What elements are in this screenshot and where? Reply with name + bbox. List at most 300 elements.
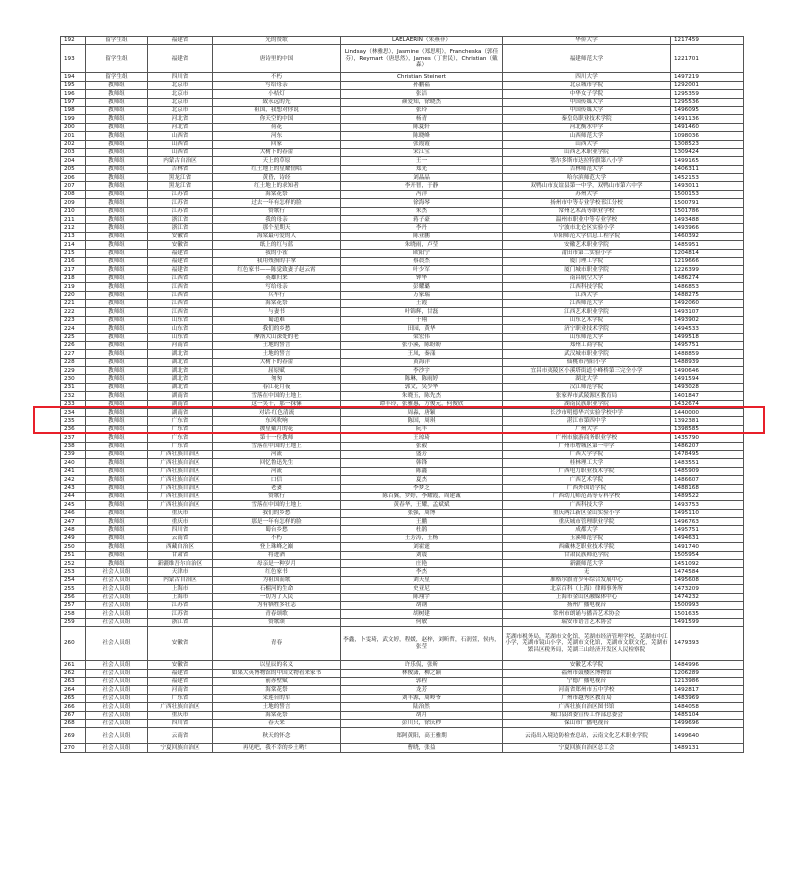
table-row [61,383,744,391]
cell-title: 摩洛大山深处的老 [213,333,341,341]
cell-code: 1486207 [671,442,744,450]
cell-organization: 宁波市北仑区实验小学 [503,224,671,232]
cell-number: 225 [61,333,86,341]
cell-organization: 山西师范大学 [503,132,671,140]
cell-region: 安徽省 [148,241,213,249]
cell-author: 陈琳，陈雨婷 [341,375,503,383]
cell-group: 教师组 [86,106,148,114]
cell-code: 1485104 [671,711,744,719]
cell-author: 曹晓，张益 [341,744,503,752]
cell-organization: 江西科技学院 [503,283,671,291]
cell-group: 社会人员组 [86,719,148,727]
cell-region: 云南省 [148,728,213,744]
cell-group: 教师组 [86,367,148,375]
cell-number: 210 [61,207,86,215]
table-row [61,90,744,98]
cell-region: 福建省 [148,266,213,274]
cell-author: 张毅 [341,442,503,450]
cell-number: 197 [61,98,86,106]
table-row [61,501,744,509]
cell-title: 英雄归来 [213,274,341,282]
cell-code: 1440000 [671,409,744,417]
cell-title: 青春 [213,627,341,661]
cell-title: 春江花月夜 [213,383,341,391]
cell-code: 1492817 [671,686,744,694]
cell-code: 1500153 [671,190,744,198]
table-row [61,165,744,173]
table-row [61,568,744,576]
cell-number: 243 [61,484,86,492]
cell-group: 教师组 [86,232,148,240]
cell-organization: 南昌航空大学 [503,274,671,282]
table-row [61,358,744,366]
cell-number: 209 [61,199,86,207]
table-row [61,602,744,610]
cell-author: 叶少军 [341,266,503,274]
cell-region: 广西壮族自治区 [148,484,213,492]
cell-number: 240 [61,459,86,467]
cell-group: 教师组 [86,182,148,190]
cell-number: 230 [61,375,86,383]
cell-group: 教师组 [86,199,148,207]
cell-group: 留学生组 [86,45,148,73]
cell-code: 1501786 [671,207,744,215]
cell-number: 206 [61,174,86,182]
cell-region: 北京市 [148,98,213,106]
cell-title: 黄昏，诗经 [213,174,341,182]
cell-number: 255 [61,585,86,593]
cell-code: 1474232 [671,593,744,601]
cell-number: 254 [61,576,86,584]
cell-code: 1488275 [671,291,744,299]
cell-group: 教师组 [86,526,148,534]
cell-group: 教师组 [86,392,148,400]
cell-author: 谭丰玲，张雅惠，方俊元，何俊欣 [341,400,503,408]
cell-group: 教师组 [86,140,148,148]
cell-organization: 长沙市明德华兴实验学校中学 [503,409,671,417]
cell-region: 广东省 [148,442,213,450]
cell-group: 社会人员组 [86,744,148,752]
cell-title: 红色家书 [213,568,341,576]
table-row [61,425,744,433]
cell-organization: 江西艺术职业学院 [503,308,671,316]
cell-region: 北京市 [148,90,213,98]
cell-organization: 中国传媒大学 [503,98,671,106]
cell-author: 郑光 [341,165,503,173]
cell-author: 陈夏轩 [341,123,503,131]
cell-organization: 广西壮族自治区图书馆 [503,703,671,711]
cell-organization: 广西科技大学 [503,501,671,509]
cell-number: 264 [61,686,86,694]
cell-code: 1206289 [671,669,744,677]
cell-number: 212 [61,224,86,232]
cell-region: 福建省 [148,669,213,677]
cell-group: 教师组 [86,90,148,98]
table-row [61,677,744,685]
cell-region: 天津市 [148,568,213,576]
cell-group: 社会人员组 [86,627,148,661]
cell-title: 这一笑千，那一抹愫 [213,400,341,408]
cell-number: 207 [61,182,86,190]
cell-author: 胡月 [341,711,503,719]
cell-region: 湖北省 [148,375,213,383]
cell-title: 蜀道难 [213,316,341,324]
cell-group: 教师组 [86,350,148,358]
cell-group: 教师组 [86,224,148,232]
cell-organization: 芜湖市税务局，芜湖市文化馆，芜湖市经济管理学校，芜湖市中江小学，芜湖市镜山小学，芜湖市文化馆，芜湖市文联文化，芜湖市繁昌区税务局，芜湖三山经济开发区人民检察院 [503,627,671,661]
table-row [61,283,744,291]
cell-number: 223 [61,316,86,324]
table-row [61,216,744,224]
table-row [61,266,744,274]
cell-organization: 哈尔滨师范大学 [503,174,671,182]
cell-author: 冯洋 [341,190,503,198]
cell-group: 教师组 [86,132,148,140]
cell-code: 1489522 [671,492,744,500]
cell-organization: 河南省郑州市五中学校 [503,686,671,694]
cell-group: 教师组 [86,207,148,215]
cell-organization: 宁德广播电视台 [503,677,671,685]
cell-title: 海棠花祭 [213,686,341,694]
cell-title: 青春颂歌 [213,610,341,618]
cell-region: 北京市 [148,106,213,114]
cell-group: 教师组 [86,492,148,500]
cell-author: 李开智，于静 [341,182,503,190]
cell-number: 269 [61,728,86,744]
table-row [61,627,744,661]
cell-region: 河南省 [148,686,213,694]
cell-organization: 河北衡水中学 [503,123,671,131]
table-row [61,560,744,568]
cell-title: 海棠花祭 [213,299,341,307]
cell-title: 那是一年有怎样的脸 [213,518,341,526]
cell-author: 夏杰 [341,476,503,484]
cell-group: 留学生组 [86,73,148,81]
table-row [61,392,744,400]
cell-group: 社会人员组 [86,610,148,618]
cell-title: 雪落在中国的土地上 [213,501,341,509]
cell-organization: 福州市鼓楼区博物馆 [503,669,671,677]
cell-group: 社会人员组 [86,677,148,685]
cell-number: 195 [61,81,86,89]
cell-region: 广西壮族自治区 [148,703,213,711]
table-row [61,459,744,467]
cell-region: 广西壮族自治区 [148,459,213,467]
cell-organization: 郑州工商学院 [503,341,671,349]
cell-group: 教师组 [86,417,148,425]
cell-region: 福建省 [148,677,213,685]
cell-code: 1489131 [671,744,744,752]
cell-group: 社会人员组 [86,686,148,694]
cell-title: 如果大英博物馆的中国文物看来家书 [213,669,341,677]
cell-code: 1491599 [671,618,744,626]
table-row [61,518,744,526]
cell-title: 不朽 [213,73,341,81]
table-row [61,224,744,232]
cell-author: 许乐侃，张昕 [341,661,503,669]
cell-organization: 苏州大学 [503,190,671,198]
cell-author: 万家瑞 [341,291,503,299]
cell-organization: 中国传媒大学 [503,106,671,114]
cell-code: 1500791 [671,199,744,207]
cell-number: 256 [61,593,86,601]
cell-code: 1213986 [671,677,744,685]
table-row [61,81,744,89]
cell-title: 为祖国而歌 [213,576,341,584]
cell-author: 黄春华，王耀，孟斌斌 [341,501,503,509]
cell-title: 对话·红色清流 [213,409,341,417]
cell-code: 1488939 [671,358,744,366]
cell-title: 蜀台乡愁 [213,526,341,534]
cell-organization: 秦皇岛职业技术学院 [503,115,671,123]
cell-title: 致永远的光 [213,98,341,106]
cell-number: 198 [61,106,86,114]
cell-title: 天上的草原 [213,157,341,165]
table-row [61,207,744,215]
cell-author: 王琼琦 [341,434,503,442]
cell-author: 刘霍霆 [341,543,503,551]
cell-region: 江苏省 [148,199,213,207]
cell-author: 韩锋 [341,459,503,467]
cell-number: 258 [61,610,86,618]
cell-number: 208 [61,190,86,198]
cell-organization: 莆田市第二实验小学 [503,249,671,257]
cell-author: 陈晓峰 [341,132,503,140]
cell-organization: 无 [503,568,671,576]
cell-author: 李梦芝 [341,484,503,492]
cell-title: 春天来 [213,719,341,727]
cell-region: 山东省 [148,316,213,324]
cell-number: 245 [61,501,86,509]
cell-number: 244 [61,492,86,500]
cell-title: 一切为了人民 [213,593,341,601]
cell-author: 胡钢 [341,602,503,610]
cell-title: 海棠花祭 [213,711,341,719]
cell-group: 教师组 [86,551,148,559]
table-row [61,400,744,408]
table-row [61,711,744,719]
cell-region: 江苏省 [148,207,213,215]
cell-number: 239 [61,450,86,458]
cell-title: 东风吹响 [213,417,341,425]
cell-group: 社会人员组 [86,618,148,626]
table-row [61,37,744,45]
cell-code: 1485951 [671,241,744,249]
table-row [61,543,744,551]
cell-author: 李丹 [341,224,503,232]
table-row [61,694,744,702]
cell-group: 教师组 [86,333,148,341]
cell-author: 胡树建 [341,610,503,618]
cell-code: 1493011 [671,182,744,190]
cell-author: 张霞霞 [341,140,503,148]
cell-code: 1219666 [671,257,744,265]
cell-group: 教师组 [86,98,148,106]
table-row [61,174,744,182]
cell-author: LAELAERIN（朱燕菲） [341,37,503,45]
cell-author: 徐海琴 [341,199,503,207]
cell-organization: 云南出入境边防检查总站，云南文化艺术职业学院 [503,728,671,744]
cell-number: 203 [61,148,86,156]
cell-title: 纸上的红与蓝 [213,241,341,249]
cell-region: 湖南省 [148,400,213,408]
cell-number: 237 [61,434,86,442]
cell-author: 朱杰 [341,207,503,215]
cell-title: 与妻书 [213,308,341,316]
cell-region: 浙江省 [148,224,213,232]
cell-code: 1501635 [671,610,744,618]
cell-title: 为有牺牲多壮志 [213,602,341,610]
cell-number: 262 [61,669,86,677]
cell-group: 社会人员组 [86,593,148,601]
cell-organization: 常州艺术高等职业学校 [503,207,671,215]
cell-organization: 保山市广播电视台 [503,719,671,727]
cell-author: 梁宏伟 [341,333,503,341]
cell-group: 教师组 [86,157,148,165]
table-row [61,585,744,593]
cell-group: 教师组 [86,81,148,89]
cell-author: 黄海洋 [341,358,503,366]
cell-author: 李沙宇 [341,367,503,375]
cell-organization: 济宁职业技术学院 [503,325,671,333]
cell-title: 秋天的怀念 [213,728,341,744]
cell-title: 赞歌颂 [213,618,341,626]
cell-author: 陈翔宇 [341,593,503,601]
cell-author: 彭耀璐 [341,283,503,291]
cell-code: 1495751 [671,341,744,349]
cell-number: 242 [61,476,86,484]
cell-author: 史亚尼 [341,585,503,593]
cell-region: 山东省 [148,325,213,333]
cell-code: 1484996 [671,661,744,669]
cell-number: 204 [61,157,86,165]
cell-title: 我的母亲 [213,216,341,224]
cell-author: 郭程 [341,677,503,685]
cell-author: 朱晓雨，卢莹 [341,241,503,249]
cell-author: 郑阿黄阳，高王雅期 [341,728,503,744]
cell-region: 江苏省 [148,190,213,198]
cell-author: Christian Steinert [341,73,503,81]
cell-organization: 准格尔旗青少年综合发展中心 [503,576,671,584]
cell-code: 1493902 [671,316,744,324]
cell-region: 北京市 [148,81,213,89]
table-row [61,299,744,307]
cell-group: 教师组 [86,425,148,433]
table-row [61,341,744,349]
cell-code: 1295359 [671,90,744,98]
table-row [61,409,744,417]
cell-region: 宁夏回族自治区 [148,744,213,752]
table-row [61,291,744,299]
cell-region: 山西省 [148,140,213,148]
cell-number: 260 [61,627,86,661]
cell-group: 教师组 [86,543,148,551]
cell-region: 四川省 [148,719,213,727]
cell-number: 253 [61,568,86,576]
cell-organization: 四川大学 [503,73,671,81]
table-row [61,484,744,492]
cell-code: 1495608 [671,576,744,584]
cell-organization: 厦门城市职业学院 [503,266,671,274]
cell-title: 海棠花祭 [213,190,341,198]
cell-code: 1451092 [671,560,744,568]
cell-group: 教师组 [86,509,148,517]
cell-code: 1221701 [671,45,744,73]
cell-title: 登上珠峰之巅 [213,543,341,551]
cell-code: 1479393 [671,627,744,661]
cell-group: 教师组 [86,534,148,542]
cell-author: 张洁 [341,90,503,98]
results-table [60,36,744,753]
table-row [61,132,744,140]
cell-organization: 甘肃民族师范学院 [503,551,671,559]
cell-code: 1204814 [671,249,744,257]
cell-region: 浙江省 [148,618,213,626]
cell-organization: 扬州市中等专业学校邗江分校 [503,199,671,207]
cell-author: 王霞 [341,299,503,307]
table-row [61,375,744,383]
cell-organization: 山东师范大学 [503,333,671,341]
cell-organization: 瑞安市语言艺术协会 [503,618,671,626]
cell-organization: 常州市朗诵与播音艺术协会 [503,610,671,618]
cell-region: 安徽省 [148,661,213,669]
cell-number: 214 [61,241,86,249]
cell-number: 248 [61,526,86,534]
cell-author: 张玲 [341,106,503,114]
cell-organization: 山东艺术学院 [503,316,671,324]
cell-group: 教师组 [86,165,148,173]
cell-title: 回忆鲁迅先生 [213,459,341,467]
cell-number: 234 [61,409,86,417]
table-body [61,37,744,753]
cell-author: 蔡晨杰 [341,257,503,265]
cell-organization: 山西大学 [503,140,671,148]
cell-title: 我用残损的手掌 [213,257,341,265]
table-row [61,316,744,324]
cell-author: 刘丰源，周岭爷 [341,694,503,702]
cell-region: 甘肃省 [148,551,213,559]
cell-author: 陆治然 [341,703,503,711]
cell-number: 228 [61,358,86,366]
cell-organization: 西藏林芝职业技术学院 [503,543,671,551]
cell-author: 杨青 [341,115,503,123]
cell-title: 唐诗里的中国 [213,45,341,73]
cell-number: 261 [61,661,86,669]
cell-number: 220 [61,291,86,299]
table-row [61,257,744,265]
cell-organization: 安徽艺术职业学院 [503,241,671,249]
cell-group: 教师组 [86,484,148,492]
cell-code: 1292001 [671,81,744,89]
cell-code: 1098036 [671,132,744,140]
cell-organization: 玉溪师范学院 [503,534,671,542]
cell-organization: 仙桃市沔阳小学 [503,358,671,366]
cell-region: 江西省 [148,291,213,299]
cell-number: 194 [61,73,86,81]
cell-code: 1500993 [671,602,744,610]
table-row [61,744,744,752]
cell-title: 光的赞歌 [213,37,341,45]
cell-region: 广西壮族自治区 [148,501,213,509]
table-row [61,190,744,198]
cell-group: 教师组 [86,274,148,282]
cell-group: 教师组 [86,249,148,257]
cell-author: 庄艳 [341,560,503,568]
cell-number: 200 [61,123,86,131]
cell-title: 再见吧，我不幸的乡土哟！ [213,744,341,752]
cell-group: 社会人员组 [86,576,148,584]
cell-title: 你天空的中国 [213,115,341,123]
